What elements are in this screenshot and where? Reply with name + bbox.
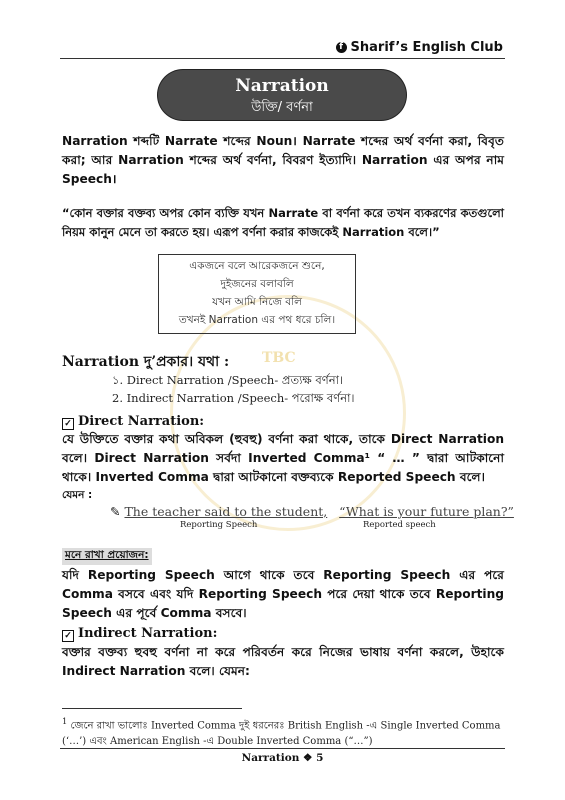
page-footer: Narration ❖ 5 <box>241 752 324 764</box>
footnote-text: জেনে রাখা ভালোঃ Inverted Comma দুই ধরনেরঃ British English -এ Single Inverted Comma (‘…’) এবং American English -এ Double Inverted Comma (“…”) <box>62 720 501 748</box>
page-title: Narration <box>235 76 329 96</box>
direct-body: যে উক্তিতে বক্তার কথা অবিকল (হুবহু) বর্ণনা করা থাকে, তাকে Direct Narration বলে। Direct Narration সর্বদা Inverted Comma¹ “ … ” দ্বারা আটকানো থাকে। Inverted Comma দ্বারা আটকানো বক্তব্যকে Reported Speech বলে। <box>62 432 504 484</box>
page-subtitle: উক্তি/ বর্ণনা <box>251 100 313 115</box>
footnote-divider <box>62 708 242 709</box>
header-divider <box>60 58 505 59</box>
types-heading: Narration দু’প্রকার। যথা : <box>62 354 230 370</box>
indirect-heading-row <box>62 626 217 641</box>
type-item-indirect: 2. Indirect Narration /Speech- পরোক্ষ বর্ণনা। <box>112 391 355 405</box>
indirect-heading: Indirect Narration: <box>78 626 218 641</box>
watermark-text: TBC <box>262 350 296 366</box>
poem-line-1: একজনে বলে আরেকজনে শুনে, <box>189 260 325 272</box>
direct-heading: Direct Narration: <box>78 414 205 429</box>
definition-quote: “কোন বক্তার বক্তব্য অপর কোন ব্যক্তি যখন Narrate বা বর্ণনা করে তখন ব্যকরণের কতগুলো নিয়ম কানুন মেনে তা করতে হয়। এরূপ বর্ণনা করার কাজকেই Narration বলে।” <box>62 206 504 239</box>
pencil-icon: ✎ <box>110 504 121 519</box>
brand-header <box>336 40 503 55</box>
facebook-icon: f <box>336 42 347 53</box>
poem-line-3: যখন আমি নিজে বলি <box>212 296 302 308</box>
footnote <box>62 713 504 750</box>
note-label: মনে রাখা প্রয়োজন: <box>62 548 152 565</box>
label-reporting-speech: Reporting Speech <box>180 520 258 530</box>
footer-divider <box>60 748 505 749</box>
note-body: যদি Reporting Speech আগে থাকে তবে Reporting Speech এর পরে Comma বসবে এবং যদি Reporting Speech পরে দেয়া থাকে তবে Reporting Speech এর পূর্বে Comma বসবে। <box>62 568 504 620</box>
example-label: যেমন : <box>62 489 93 501</box>
example-sentence <box>110 504 514 519</box>
example-reporting: The teacher said to the student, <box>124 504 328 519</box>
example-reported: “What is your future plan?” <box>339 504 514 519</box>
intro-paragraph: Narration শব্দটি Narrate শব্দের Noun। Narrate শব্দের অর্থ বর্ণনা করা, বিবৃত করা; আর Narration শব্দের অর্থ বর্ণনা, বিবরণ ইত্যাদি। Narration এর অপর নাম Speech। <box>62 134 504 186</box>
indirect-body: বক্তার বক্তব্য হুবহু বর্ণনা না করে পরিবর্তন করে নিজের ভাষায় বর্ণনা করলে, উহাকে Indirect Narration বলে। যেমন: <box>62 645 504 678</box>
checkbox-icon: ✓ <box>62 630 74 642</box>
direct-heading-row <box>62 414 204 429</box>
type-item-direct: ১. Direct Narration /Speech- প্রত্যক্ষ বর্ণনা। <box>112 373 344 387</box>
poem-line-2: দুইজনের বলাবলি <box>220 278 294 290</box>
label-reported-speech: Reported speech <box>363 520 436 530</box>
footnote-marker: 1 <box>62 716 68 726</box>
checkbox-icon: ✓ <box>62 418 74 430</box>
poem-line-4: তখনই Narration এর পথ ধরে চলি। <box>178 314 336 326</box>
title-banner <box>158 70 406 120</box>
poem-box <box>158 254 356 334</box>
brand-name: Sharif’s English Club <box>350 40 503 55</box>
